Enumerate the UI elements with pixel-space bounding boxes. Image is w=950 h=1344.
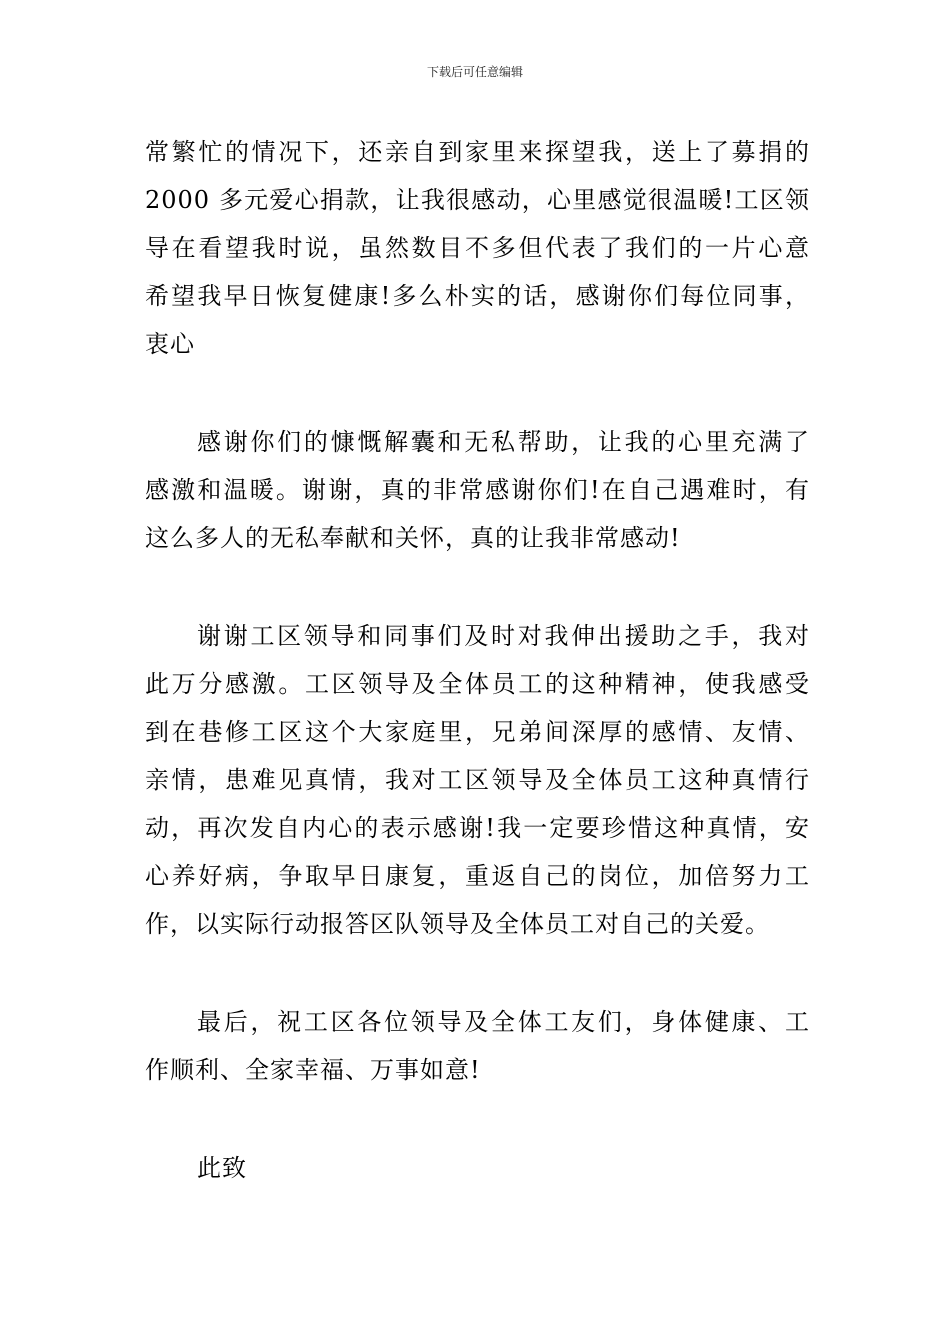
paragraph <box>145 612 810 948</box>
text-line: 导在看望我时说，虽然数目不多但代表了我们的一片心意 <box>145 234 810 262</box>
text-line: 希望我早日恢复健康!多么朴实的话，感谢你们每位同事， <box>145 282 810 310</box>
text-line: 作，以实际行动报答区队领导及全体员工对自己的关爱。 <box>145 910 770 938</box>
closing-salutation: 此致 <box>197 1154 247 1182</box>
paragraph <box>145 128 810 368</box>
text-line: 亲情，患难见真情，我对工区领导及全体员工这种真情行 <box>145 766 810 794</box>
text-line: 此万分感激。工区领导及全体员工的这种精神，使我感受 <box>145 670 810 698</box>
text-line: 心养好病，争取早日康复，重返自己的岗位，加倍努力工 <box>145 862 810 890</box>
paragraph-gap <box>145 562 810 612</box>
page-header: 下载后可任意编辑 <box>426 65 523 79</box>
text-line: 到在巷修工区这个大家庭里，兄弟间深厚的感情、友情、 <box>145 718 810 746</box>
text-line: 最后，祝工区各位领导及全体工友们，身体健康、工 <box>197 1008 810 1036</box>
text-line: 衷心 <box>145 330 195 358</box>
paragraph-gap <box>145 1094 810 1144</box>
text-line: 谢谢工区领导和同事们及时对我伸出援助之手，我对 <box>197 622 810 650</box>
paragraph <box>145 998 810 1094</box>
letter-body <box>145 128 810 1192</box>
text-line: 动，再次发自内心的表示感谢!我一定要珍惜这种真情，安 <box>145 814 810 842</box>
paragraph-gap <box>145 368 810 418</box>
paragraph-gap <box>145 948 810 998</box>
text-line: 2000 多元爱心捐款，让我很感动，心里感觉很温暖!工区领 <box>145 186 810 214</box>
text-line: 常繁忙的情况下，还亲自到家里来探望我，送上了募捐的 <box>145 138 810 166</box>
text-line: 这么多人的无私奉献和关怀，真的让我非常感动! <box>145 524 681 552</box>
text-line: 作顺利、全家幸福、万事如意! <box>145 1056 481 1084</box>
text-line: 感激和温暖。谢谢，真的非常感谢你们!在自己遇难时，有 <box>145 476 810 504</box>
text-line: 感谢你们的慷慨解囊和无私帮助，让我的心里充满了 <box>197 428 810 456</box>
paragraph <box>145 418 810 562</box>
paragraph <box>145 1144 810 1192</box>
